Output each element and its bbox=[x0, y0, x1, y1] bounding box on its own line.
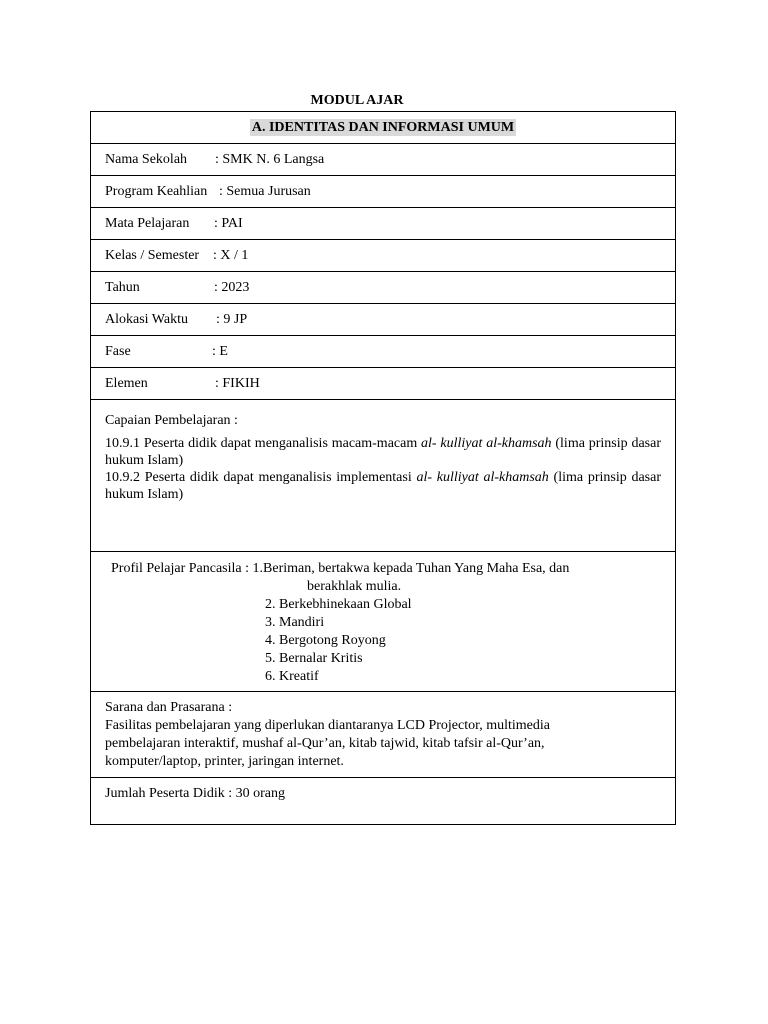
sarana-title: Sarana dan Prasarana : bbox=[105, 700, 233, 715]
identity-label: Kelas / Semester bbox=[105, 248, 200, 263]
document-title: MODUL AJAR bbox=[310, 93, 404, 108]
profil-item: 5. Bernalar Kritis bbox=[265, 651, 363, 666]
jumlah-peserta-text: Jumlah Peserta Didik : 30 orang bbox=[105, 786, 286, 801]
identity-label: Mata Pelajaran bbox=[105, 216, 190, 231]
identity-row-elemen bbox=[91, 368, 675, 400]
identity-value: : 9 JP bbox=[216, 312, 248, 327]
identity-row-mata-pelajaran bbox=[91, 208, 675, 240]
profil-item: 6. Kreatif bbox=[265, 669, 319, 684]
identity-value: : E bbox=[212, 344, 228, 359]
identity-table bbox=[90, 111, 676, 825]
identity-row-kelas-semester bbox=[91, 240, 675, 272]
identity-value: : Semua Jurusan bbox=[219, 184, 311, 199]
identity-value: : SMK N. 6 Langsa bbox=[215, 152, 325, 167]
identity-label: Fase bbox=[105, 344, 131, 359]
sarana-prasarana-row bbox=[91, 692, 675, 778]
profil-lead: Profil Pelajar Pancasila : 1.Beriman, bertakwa kepada Tuhan Yang Maha Esa, dan bbox=[111, 561, 570, 576]
identity-row-nama-sekolah bbox=[91, 144, 675, 176]
identity-label: Alokasi Waktu bbox=[105, 312, 188, 327]
capaian-item: 10.9.2 Peserta didik dapat menganalisis implementasi al- kulliyat al-khamsah (lima prinsip dasar hukum Islam) bbox=[105, 470, 661, 502]
identity-value: : FIKIH bbox=[215, 376, 260, 391]
capaian-item: 10.9.1 Peserta didik dapat menganalisis macam-macam al- kulliyat al-khamsah (lima prinsip dasar hukum Islam) bbox=[105, 436, 661, 468]
identity-row-tahun bbox=[91, 272, 675, 304]
sarana-line: pembelajaran interaktif, mushaf al-Qur’an, kitab tajwid, kitab tafsir al-Qur’an, bbox=[105, 736, 545, 751]
identity-value: : PAI bbox=[214, 216, 243, 231]
sarana-line: komputer/laptop, printer, jaringan internet. bbox=[105, 754, 344, 769]
identity-label: Nama Sekolah bbox=[105, 152, 188, 167]
section-header-row bbox=[91, 112, 675, 144]
profil-item: 2. Berkebhinekaan Global bbox=[265, 597, 412, 612]
section-header: A. IDENTITAS DAN INFORMASI UMUM bbox=[251, 120, 515, 135]
profil-item: 3. Mandiri bbox=[265, 615, 325, 630]
capaian-pembelajaran-row bbox=[91, 400, 675, 552]
identity-label: Program Keahlian bbox=[105, 184, 208, 199]
capaian-item-term: al- kulliyat al-khamsah bbox=[421, 436, 552, 451]
jumlah-peserta-row bbox=[91, 778, 675, 824]
identity-row-alokasi-waktu bbox=[91, 304, 675, 336]
profil-pelajar-row bbox=[91, 552, 675, 692]
capaian-item-term: al- kulliyat al-khamsah bbox=[416, 470, 549, 485]
identity-label: Tahun bbox=[105, 280, 140, 295]
profil-lead-continuation: berakhlak mulia. bbox=[307, 579, 402, 594]
identity-row-fase bbox=[91, 336, 675, 368]
profil-item: 4. Bergotong Royong bbox=[265, 633, 386, 648]
capaian-title: Capaian Pembelajaran : bbox=[105, 413, 238, 428]
identity-label: Elemen bbox=[105, 376, 148, 391]
identity-value: : 2023 bbox=[214, 280, 250, 295]
identity-value: : X / 1 bbox=[213, 248, 249, 263]
identity-row-program-keahlian bbox=[91, 176, 675, 208]
sarana-line: Fasilitas pembelajaran yang diperlukan diantaranya LCD Projector, multimedia bbox=[105, 718, 550, 733]
